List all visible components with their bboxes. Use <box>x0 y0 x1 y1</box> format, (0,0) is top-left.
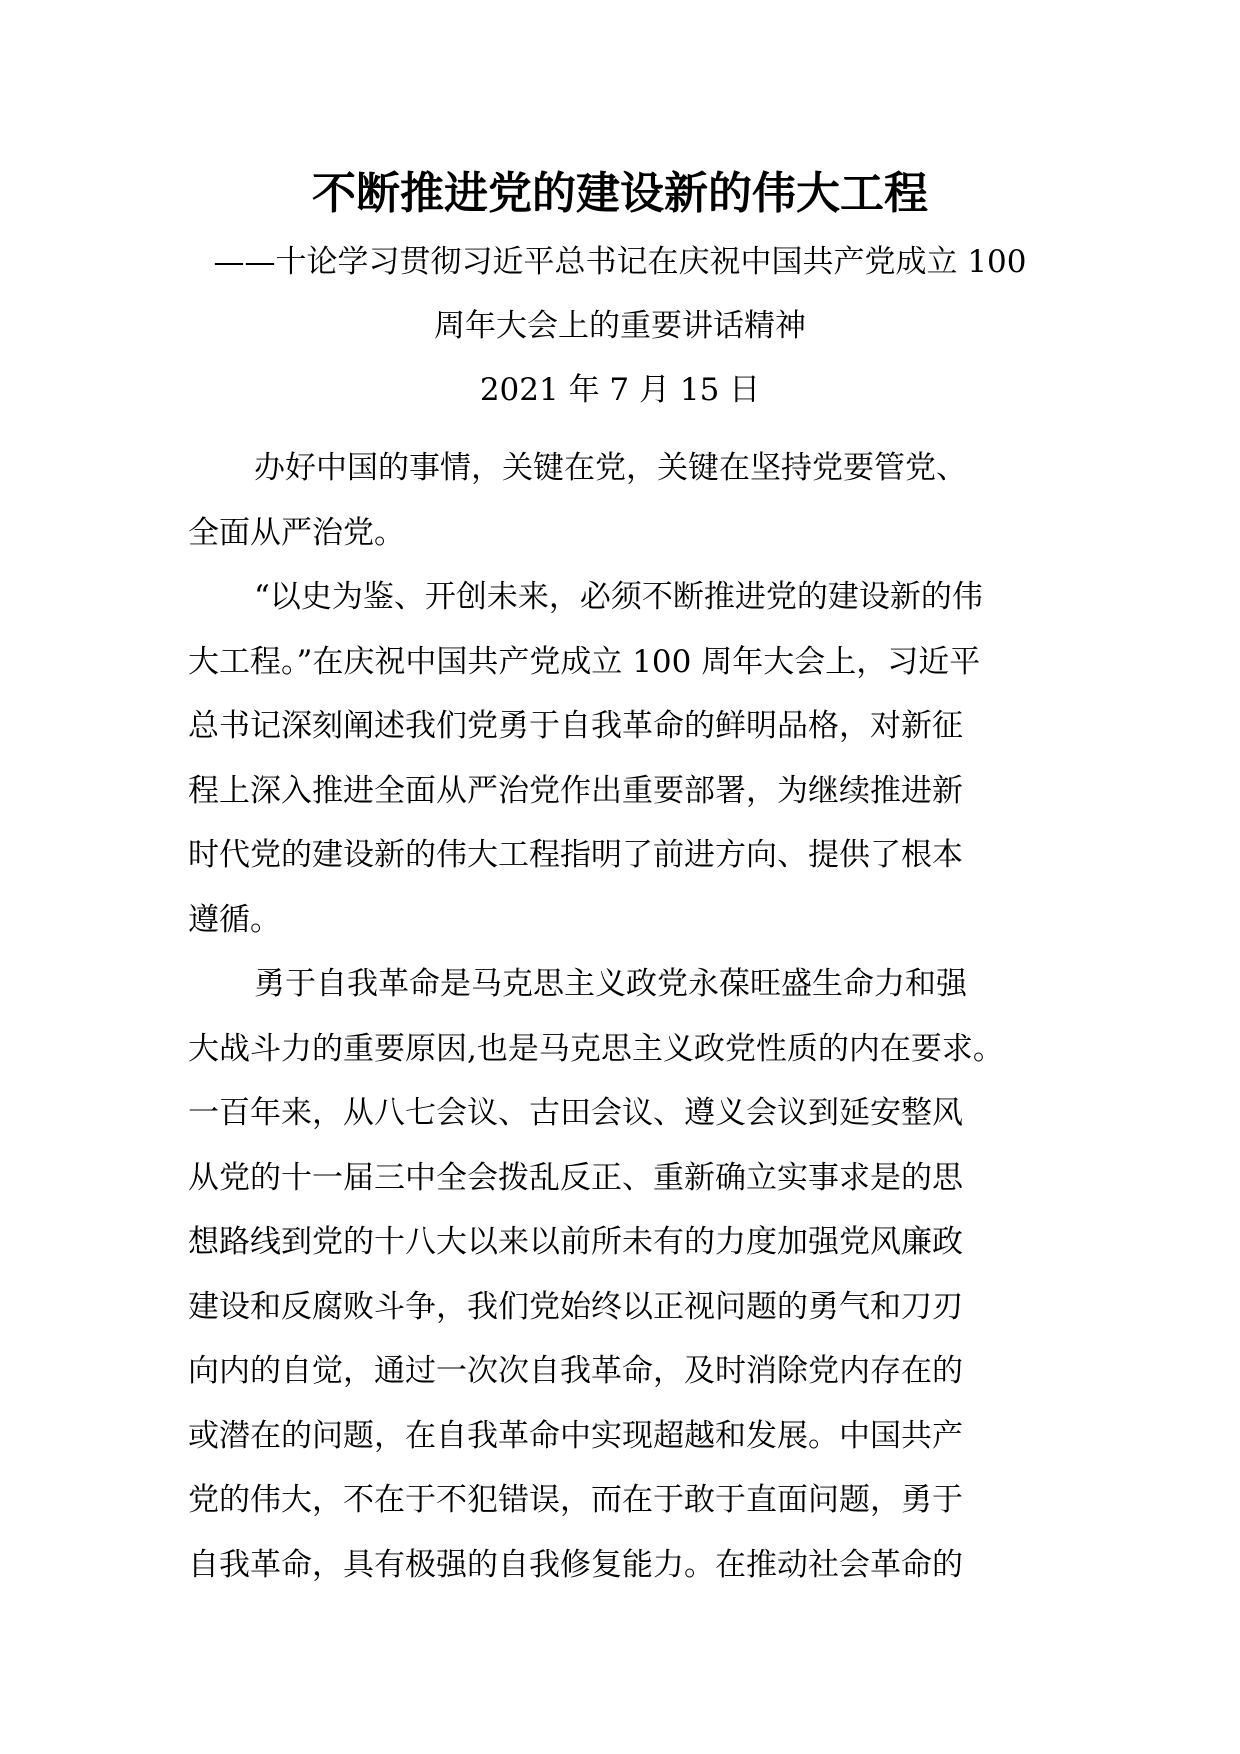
document-title: 不断推进党的建设新的伟大工程 <box>312 168 928 219</box>
body-line: “以史为鉴、开创未来，必须不断推进党的建设新的伟 <box>254 579 983 615</box>
body-line: 遵循。 <box>188 901 281 938</box>
body-line: 建设和反腐败斗争，我们党始终以正视问题的勇气和刀刃 <box>188 1288 963 1325</box>
body-line: 一百年来，从八七会议、古田会议、遵义会议到延安整风 <box>188 1095 963 1131</box>
body-line: 勇于自我革命是马克思主义政党永葆旺盛生命力和强 <box>254 966 967 1002</box>
body-line: 党的伟大，不在于不犯错误，而在于敢于直面问题，勇于 <box>188 1482 963 1518</box>
body-line: 时代党的建设新的伟大工程指明了前进方向、提供了根本 <box>188 837 963 873</box>
body-line: 大工程。”在庆祝中国共产党成立 100 周年大会上，习近平 <box>188 643 981 680</box>
body-line: 办好中国的事情，关键在党，关键在坚持党要管党、 <box>254 450 967 486</box>
body-line: 想路线到党的十八大以来以前所未有的力度加强党风廉政 <box>188 1224 963 1260</box>
body-line: 程上深入推进全面从严治党作出重要部署，为继续推进新 <box>188 772 963 809</box>
document-subtitle-line-2: 周年大会上的重要讲话精神 <box>434 308 806 344</box>
body-line: 从党的十一届三中全会拨乱反正、重新确立实事求是的思 <box>188 1159 963 1196</box>
body-line: 自我革命，具有极强的自我修复能力。在推动社会革命的 <box>188 1546 963 1583</box>
document-body <box>188 436 1060 1597</box>
body-line: 全面从严治党。 <box>188 514 405 551</box>
document-date: 2021 年 7 月 15 日 <box>479 372 761 408</box>
body-line: 总书记深刻阐述我们党勇于自我革命的鲜明品格，对新征 <box>188 708 963 744</box>
body-line: 或潜在的问题，在自我革命中实现超越和发展。中国共产 <box>188 1417 963 1454</box>
document-subtitle-line-1: ——十论学习贯彻习近平总书记在庆祝中国共产党成立 100 <box>213 244 1027 280</box>
body-line: 向内的自觉，通过一次次自我革命，及时消除党内存在的 <box>188 1353 963 1389</box>
body-line: 大战斗力的重要原因,也是马克思主义政党性质的内在要求。 <box>188 1030 1004 1067</box>
